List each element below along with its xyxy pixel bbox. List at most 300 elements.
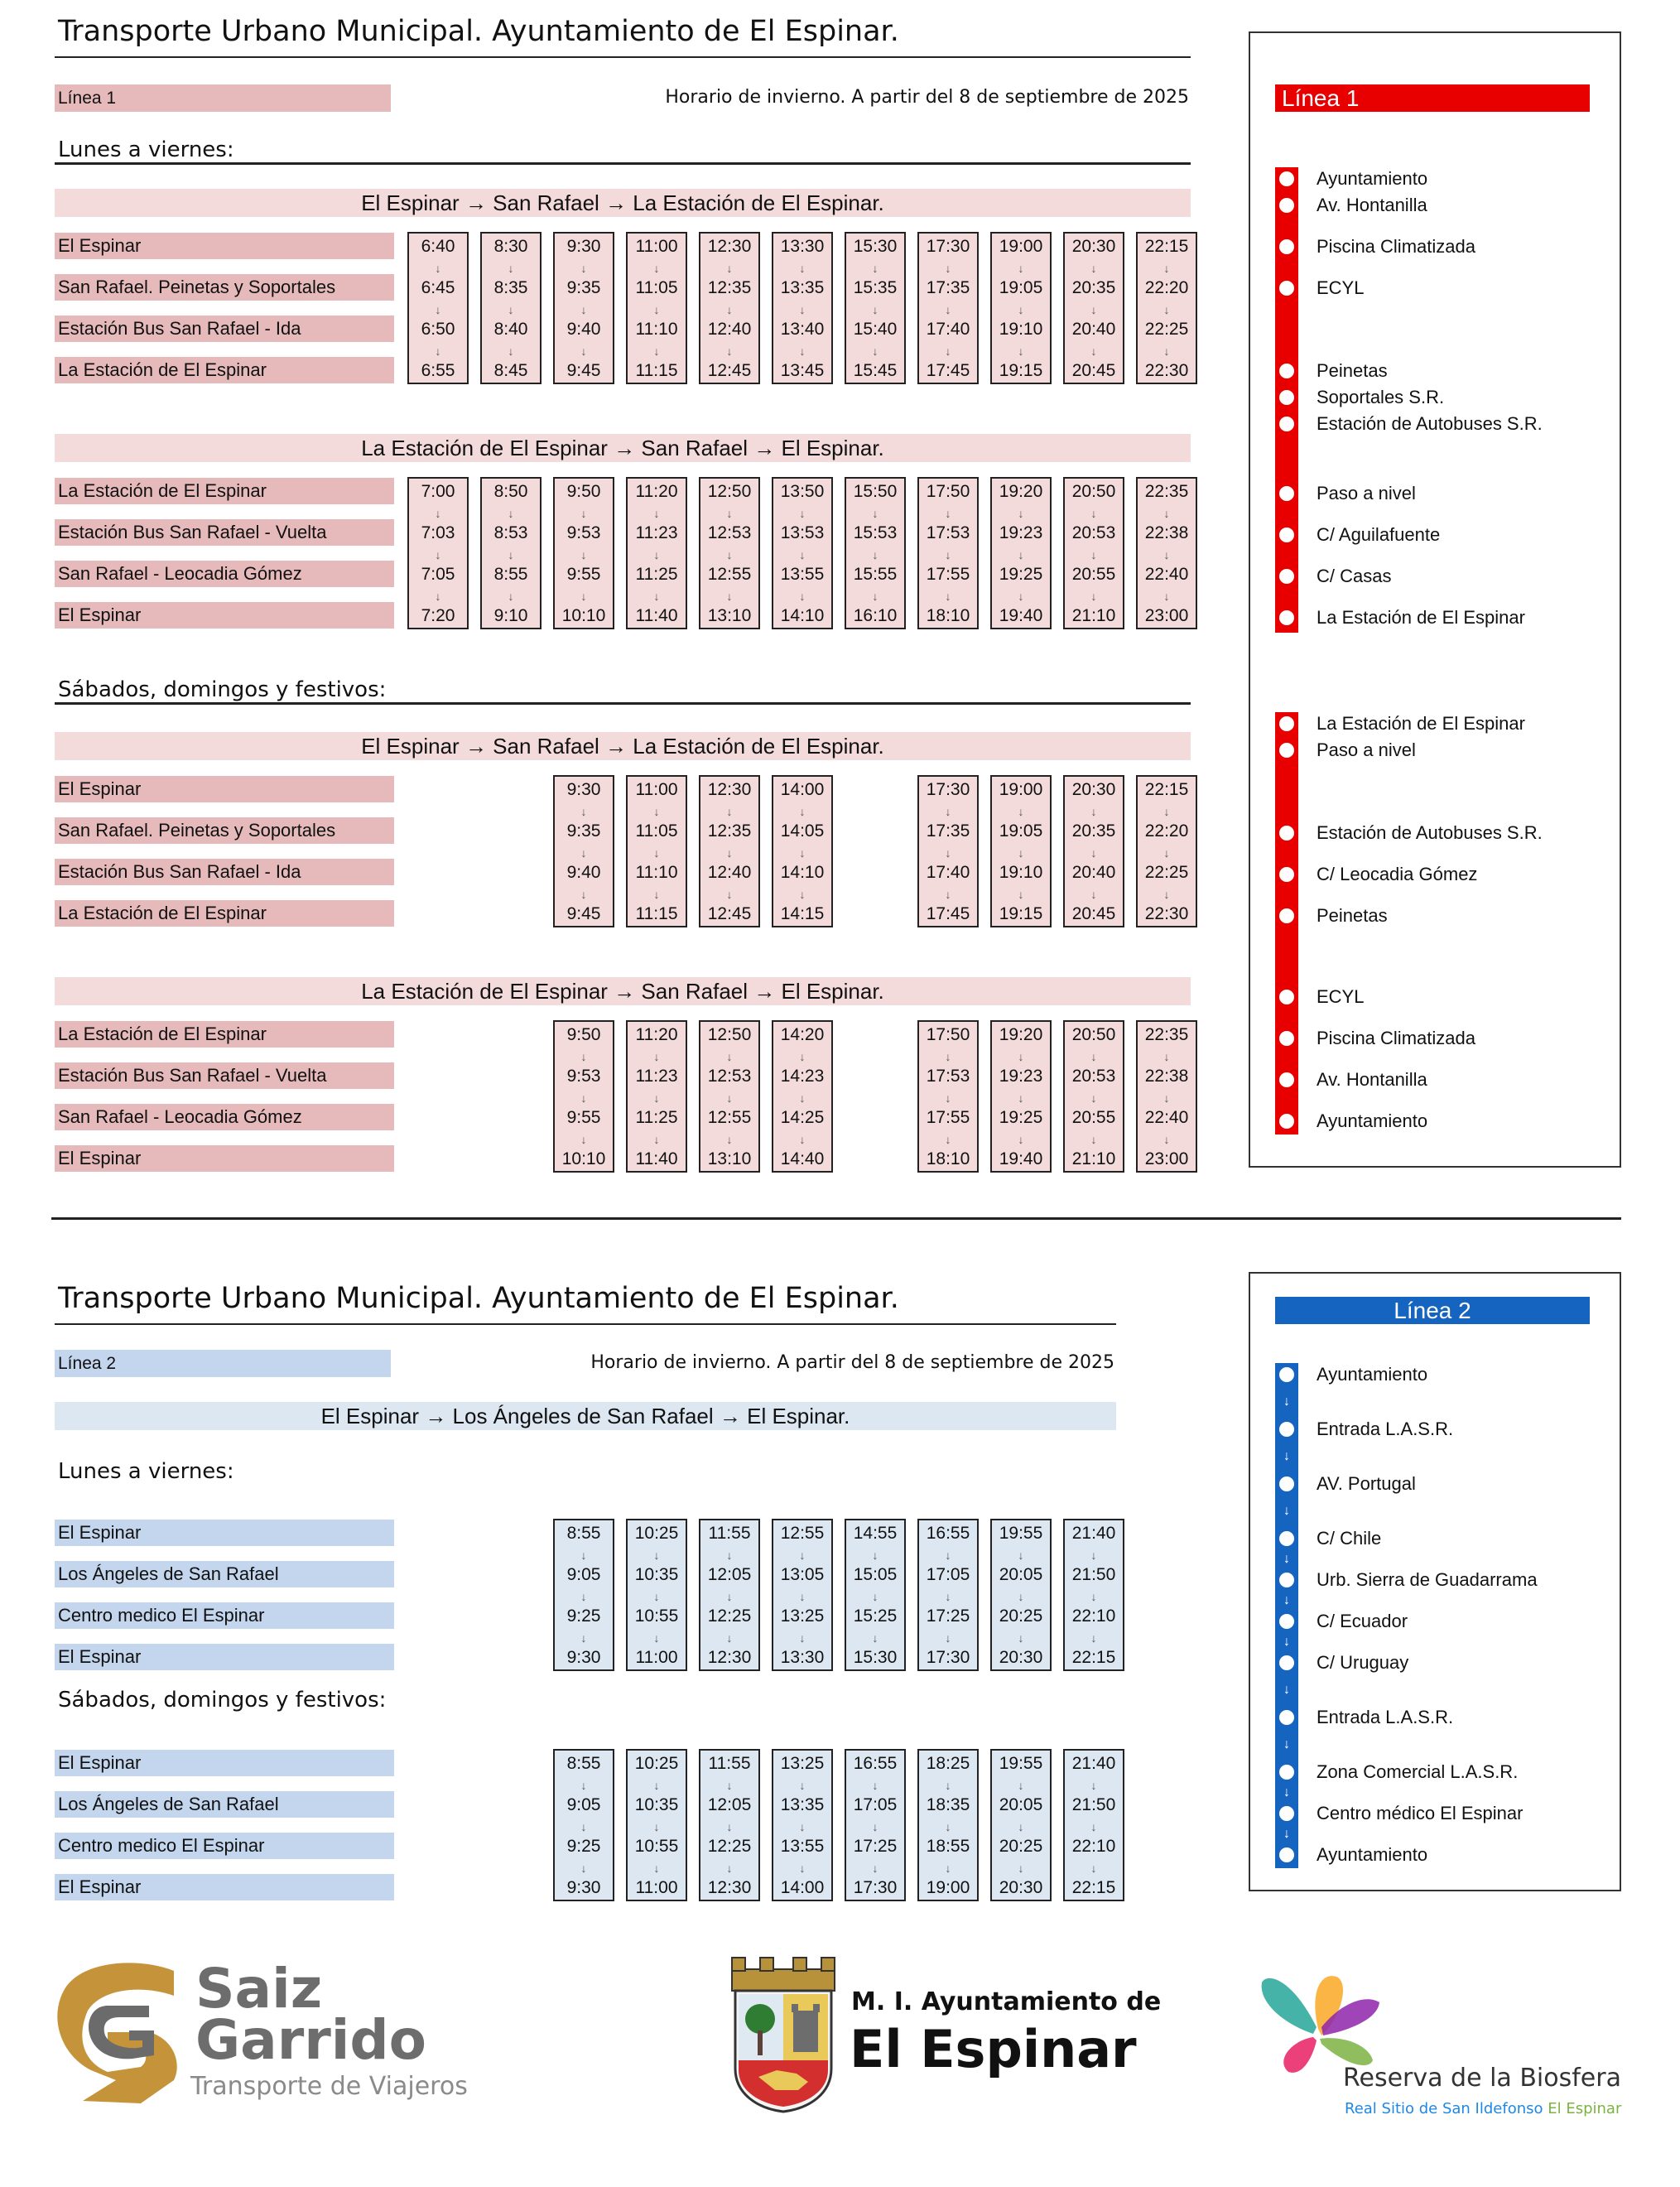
down-arrow-icon: ↓ [1283, 1827, 1290, 1841]
l1-wk-out-time: 19:00 [999, 237, 1043, 256]
down-arrow-icon: ↓ [799, 590, 806, 603]
l1-wk-out-time: 6:40 [421, 237, 455, 256]
l1-panel-stop-label: Estación de Autobuses S.R. [1317, 822, 1543, 843]
down-arrow-icon: ↓ [726, 888, 733, 901]
l1-wk-back-time: 20:50 [1071, 482, 1116, 501]
l1-wk-out-time: 13:30 [780, 237, 825, 256]
l1-wk-out-time: 8:30 [493, 237, 528, 256]
down-arrow-icon: ↓ [1018, 1862, 1024, 1875]
ayto-logo-line1: M. I. Ayuntamiento de [851, 1987, 1162, 2016]
l2-we-time: 10:35 [634, 1795, 679, 1814]
l2-panel-stop-dot [1279, 1655, 1294, 1670]
l1-panel-stop-dot [1279, 908, 1294, 923]
l2-we-time: 13:35 [780, 1795, 825, 1814]
l1-wk-back-time: 20:53 [1071, 523, 1116, 542]
l2-we-time: 13:25 [780, 1754, 825, 1773]
biosfera-logo-line1: Reserva de la Biosfera [1343, 2064, 1621, 2093]
l1-panel-stop-label: ECYL [1317, 277, 1365, 298]
down-arrow-icon: ↓ [726, 262, 733, 275]
l2-we-time: 20:30 [999, 1878, 1043, 1897]
down-arrow-icon: ↓ [1018, 1133, 1024, 1146]
l1-wk-out-trip-2 [553, 232, 614, 384]
down-arrow-icon: ↓ [1090, 1549, 1097, 1562]
l2-we-time: 21:40 [1071, 1754, 1116, 1773]
l1-wk-out-time: 8:35 [493, 278, 528, 297]
down-arrow-icon: ↓ [1018, 1590, 1024, 1603]
l1-we-back-time: 19:23 [999, 1067, 1043, 1086]
l1-wk-back-time: 19:40 [999, 606, 1043, 625]
l1-wk-back-time: 11:20 [635, 482, 678, 501]
down-arrow-icon: ↓ [945, 888, 951, 901]
l2-wk-time: 15:30 [853, 1648, 898, 1667]
l2-we-trip-0 [553, 1749, 614, 1901]
l1-we-out-time: 12:40 [707, 863, 752, 882]
l2-we-time: 21:50 [1071, 1795, 1116, 1814]
down-arrow-icon: ↓ [726, 1862, 733, 1875]
l1-wk-out-trip-8 [990, 232, 1052, 384]
l1-panel-rail-segment [1275, 712, 1298, 1134]
down-arrow-icon: ↓ [653, 846, 660, 860]
l2-we-trip-1 [626, 1749, 687, 1901]
down-arrow-icon: ↓ [799, 1631, 806, 1645]
down-arrow-icon: ↓ [1018, 888, 1024, 901]
down-arrow-icon: ↓ [1163, 303, 1170, 316]
line2-label: Línea 2 [55, 1350, 391, 1377]
l2-wk-time: 22:10 [1071, 1607, 1116, 1626]
down-arrow-icon: ↓ [945, 1631, 951, 1645]
l1-wk-back-time: 13:55 [780, 565, 825, 584]
l1-we-out-time: 22:20 [1144, 821, 1189, 841]
l1-we-back-time: 19:20 [999, 1025, 1043, 1044]
l2-we-trip-3 [772, 1749, 833, 1901]
l1-wk-out-time: 6:50 [421, 320, 455, 339]
l1-wk-back-time: 11:25 [635, 565, 678, 584]
l1-wk-back-time: 20:55 [1071, 565, 1116, 584]
l1-wk-back-trip-8 [990, 477, 1052, 629]
l1-panel-stop-label: La Estación de El Espinar [1317, 713, 1525, 734]
l1-wk-out-time: 9:30 [566, 237, 601, 256]
l1-wk-out-time: 15:45 [853, 361, 898, 380]
down-arrow-icon: ↓ [580, 805, 587, 818]
l1-wk-out-trip-9 [1063, 232, 1124, 384]
l1-wk-out-time: 9:35 [566, 278, 601, 297]
l2-wk-stop-2: Centro medico El Espinar [55, 1602, 394, 1629]
line1-season-note: Horario de invierno. A partir del 8 de septiembre de 2025 [665, 87, 1189, 108]
l1-wk-out-stop-3: La Estación de El Espinar [55, 357, 394, 383]
down-arrow-icon: ↓ [1163, 1091, 1170, 1105]
l1-we-out-time: 12:35 [707, 821, 752, 841]
l1-wk-back-time: 11:23 [635, 523, 678, 542]
l1-wk-back-time: 7:05 [421, 565, 455, 584]
down-arrow-icon: ↓ [945, 1050, 951, 1063]
l2-we-trip-7 [1063, 1749, 1124, 1901]
l1-we-back-time: 17:53 [926, 1067, 970, 1086]
l1-we-back-time: 9:53 [566, 1067, 601, 1086]
l1-we-back-time: 17:50 [926, 1025, 970, 1044]
l1-we-out-time: 11:05 [635, 821, 678, 841]
l1-we-out-time: 20:45 [1071, 904, 1116, 923]
l2-wk-stop-3: El Espinar [55, 1644, 394, 1670]
l2-panel-stop-label: Centro médico El Espinar [1317, 1803, 1524, 1823]
down-arrow-icon: ↓ [1018, 805, 1024, 818]
down-arrow-icon: ↓ [653, 303, 660, 316]
l1-wk-back-trip-0 [407, 477, 469, 629]
line1-panel-title: Línea 1 [1275, 84, 1590, 112]
l1-wk-back-stop-3: El Espinar [55, 602, 394, 629]
l1-wk-out-time: 12:40 [707, 320, 752, 339]
l1-wk-out-trip-10 [1136, 232, 1197, 384]
l1-we-out-time: 19:15 [999, 904, 1043, 923]
l2-panel-stop-label: AV. Portugal [1317, 1473, 1416, 1494]
l2-wk-time: 13:05 [780, 1565, 825, 1584]
down-arrow-icon: ↓ [799, 548, 806, 561]
l2-wk-trip-1 [626, 1519, 687, 1671]
l1-wk-back-trip-4 [699, 477, 760, 629]
down-arrow-icon: ↓ [1090, 1779, 1097, 1792]
down-arrow-icon: ↓ [580, 888, 587, 901]
saiz-logo-word2: Garrido [195, 2008, 427, 2072]
l2-panel-stop-dot [1279, 1573, 1294, 1587]
l1-wk-out-time: 15:35 [853, 278, 898, 297]
l1-wk-back-trip-7 [917, 477, 979, 629]
down-arrow-icon: ↓ [1163, 590, 1170, 603]
down-arrow-icon: ↓ [653, 1133, 660, 1146]
line1-weekend-label: Sábados, domingos y festivos: [58, 677, 387, 702]
l1-we-back-time: 19:40 [999, 1149, 1043, 1168]
l1-we-back-time: 14:20 [780, 1025, 825, 1044]
down-arrow-icon: ↓ [653, 1091, 660, 1105]
l1-panel-stop-label: Paso a nivel [1317, 739, 1416, 760]
down-arrow-icon: ↓ [653, 262, 660, 275]
down-arrow-icon: ↓ [653, 805, 660, 818]
l2-wk-trip-6 [990, 1519, 1052, 1671]
l1-we-out-route-banner: El Espinar → San Rafael → La Estación de El Espinar. [55, 732, 1191, 760]
l1-wk-out-time: 17:35 [926, 278, 970, 297]
down-arrow-icon: ↓ [872, 262, 879, 275]
l1-we-out-trip-3 [772, 775, 833, 927]
l1-wk-back-trip-9 [1063, 477, 1124, 629]
l1-wk-out-trip-5 [772, 232, 833, 384]
l2-panel-stop-dot [1279, 1531, 1294, 1546]
l1-we-back-time: 11:40 [635, 1149, 678, 1168]
down-arrow-icon: ↓ [799, 1820, 806, 1833]
l1-wk-back-time: 9:53 [566, 523, 601, 542]
down-arrow-icon: ↓ [580, 1779, 587, 1792]
l1-wk-back-trip-1 [480, 477, 542, 629]
l1-we-out-time: 11:00 [635, 780, 678, 799]
l1-we-out-time: 22:15 [1144, 780, 1189, 799]
l2-we-time: 11:00 [635, 1878, 678, 1897]
l2-panel-stop-dot [1279, 1422, 1294, 1437]
line1-title-rule [55, 56, 1191, 58]
coat-of-arms-icon [727, 1953, 840, 2115]
l1-wk-out-trip-0 [407, 232, 469, 384]
l1-we-out-time: 11:10 [635, 863, 678, 882]
l1-we-out-time: 17:45 [926, 904, 970, 923]
line1-weekday-label: Lunes a viernes: [58, 137, 234, 162]
l1-we-back-time: 20:50 [1071, 1025, 1116, 1044]
l2-we-time: 19:55 [999, 1754, 1043, 1773]
down-arrow-icon: ↓ [1018, 1631, 1024, 1645]
l2-we-stop-0: El Espinar [55, 1750, 394, 1776]
down-arrow-icon: ↓ [653, 1549, 660, 1562]
l1-wk-out-time: 11:15 [635, 361, 678, 380]
down-arrow-icon: ↓ [1018, 1091, 1024, 1105]
l1-panel-stop-dot [1279, 716, 1294, 731]
l1-wk-back-time: 12:53 [707, 523, 752, 542]
l2-we-time: 8:55 [566, 1754, 601, 1773]
l1-panel-stop-label: Av. Hontanilla [1317, 195, 1427, 215]
l1-we-out-trip-1 [626, 775, 687, 927]
l1-we-back-time: 11:20 [635, 1025, 678, 1044]
l2-wk-time: 20:25 [999, 1607, 1043, 1626]
l1-wk-back-time: 19:20 [999, 482, 1043, 501]
down-arrow-icon: ↓ [653, 1779, 660, 1792]
l1-wk-back-time: 15:50 [853, 482, 898, 501]
l2-wk-time: 11:00 [635, 1648, 678, 1667]
down-arrow-icon: ↓ [726, 1820, 733, 1833]
l2-wk-time: 13:30 [780, 1648, 825, 1667]
down-arrow-icon: ↓ [872, 590, 879, 603]
down-arrow-icon: ↓ [1283, 1737, 1290, 1751]
l2-we-time: 22:15 [1071, 1878, 1116, 1897]
l1-wk-out-time: 12:45 [707, 361, 752, 380]
l2-we-time: 16:55 [853, 1754, 898, 1773]
l1-wk-out-stop-1: San Rafael. Peinetas y Soportales [55, 274, 394, 301]
biosfera-logo-line2b: El Espinar [1548, 2100, 1622, 2117]
l1-wk-out-time: 9:40 [566, 320, 601, 339]
down-arrow-icon: ↓ [508, 344, 514, 358]
down-arrow-icon: ↓ [1018, 507, 1024, 520]
down-arrow-icon: ↓ [1283, 1635, 1290, 1649]
line2-route-banner: El Espinar → Los Ángeles de San Rafael → El Espinar. [55, 1402, 1116, 1430]
down-arrow-icon: ↓ [653, 344, 660, 358]
l2-wk-time: 12:30 [707, 1648, 752, 1667]
l2-panel-stop-dot [1279, 1614, 1294, 1629]
down-arrow-icon: ↓ [1090, 1050, 1097, 1063]
down-arrow-icon: ↓ [1283, 1504, 1290, 1518]
l2-wk-time: 20:30 [999, 1648, 1043, 1667]
l1-panel-stop-dot [1279, 239, 1294, 254]
down-arrow-icon: ↓ [435, 507, 441, 520]
l2-we-time: 9:25 [566, 1837, 601, 1856]
l1-wk-back-time: 15:53 [853, 523, 898, 542]
l1-we-out-time: 17:35 [926, 821, 970, 841]
l1-panel-stop-dot [1279, 417, 1294, 431]
l1-we-out-stop-2: Estación Bus San Rafael - Ida [55, 859, 394, 885]
l1-we-back-time: 11:23 [635, 1067, 678, 1086]
l1-panel-stop-dot [1279, 198, 1294, 213]
l1-we-out-trip-2 [699, 775, 760, 927]
l2-wk-time: 16:55 [926, 1524, 970, 1543]
l1-wk-back-time: 13:50 [780, 482, 825, 501]
l1-we-out-time: 14:05 [780, 821, 825, 841]
down-arrow-icon: ↓ [726, 805, 733, 818]
l1-wk-out-time: 20:30 [1071, 237, 1116, 256]
l2-wk-time: 21:50 [1071, 1565, 1116, 1584]
down-arrow-icon: ↓ [945, 1820, 951, 1833]
l2-panel-stop-dot [1279, 1710, 1294, 1725]
l2-panel-stop-label: Ayuntamiento [1317, 1364, 1428, 1385]
down-arrow-icon: ↓ [1163, 805, 1170, 818]
l1-we-out-time: 9:35 [566, 821, 601, 841]
l1-wk-back-trip-5 [772, 477, 833, 629]
down-arrow-icon: ↓ [1163, 888, 1170, 901]
l1-wk-back-stop-2: San Rafael - Leocadia Gómez [55, 561, 394, 587]
l2-we-trip-5 [917, 1749, 979, 1901]
down-arrow-icon: ↓ [945, 344, 951, 358]
l2-we-stop-3: El Espinar [55, 1874, 394, 1900]
down-arrow-icon: ↓ [653, 590, 660, 603]
l1-we-out-time: 19:05 [999, 821, 1043, 841]
down-arrow-icon: ↓ [799, 888, 806, 901]
l1-we-back-time: 19:25 [999, 1108, 1043, 1127]
l2-wk-time: 10:55 [634, 1607, 679, 1626]
line2-season-note: Horario de invierno. A partir del 8 de septiembre de 2025 [590, 1352, 1114, 1373]
down-arrow-icon: ↓ [580, 1050, 587, 1063]
down-arrow-icon: ↓ [726, 1779, 733, 1792]
saiz-logo-subtitle: Transporte de Viajeros [190, 2072, 468, 2101]
l1-we-out-time: 20:30 [1071, 780, 1116, 799]
l1-we-back-time: 12:53 [707, 1067, 752, 1086]
l1-panel-stop-dot [1279, 867, 1294, 882]
down-arrow-icon: ↓ [1163, 1133, 1170, 1146]
l2-we-time: 17:05 [853, 1795, 898, 1814]
down-arrow-icon: ↓ [580, 1133, 587, 1146]
down-arrow-icon: ↓ [653, 888, 660, 901]
l2-panel-stop-label: Entrada L.A.S.R. [1317, 1707, 1454, 1727]
l1-we-back-route-banner: La Estación de El Espinar → San Rafael → El Espinar. [55, 977, 1191, 1005]
down-arrow-icon: ↓ [1090, 344, 1097, 358]
l1-panel-stop-label: Paso a nivel [1317, 483, 1416, 503]
saiz-garrido-logo [50, 1956, 480, 2113]
l2-wk-time: 20:05 [999, 1565, 1043, 1584]
l1-wk-back-time: 11:40 [635, 606, 678, 625]
down-arrow-icon: ↓ [653, 507, 660, 520]
l2-we-trip-6 [990, 1749, 1052, 1901]
down-arrow-icon: ↓ [435, 590, 441, 603]
l1-we-out-time: 12:30 [707, 780, 752, 799]
down-arrow-icon: ↓ [1283, 1593, 1290, 1607]
l2-wk-time: 22:15 [1071, 1648, 1116, 1667]
l1-we-out-time: 17:30 [926, 780, 970, 799]
down-arrow-icon: ↓ [1018, 846, 1024, 860]
l2-we-time: 12:05 [707, 1795, 752, 1814]
l1-we-back-time: 10:10 [561, 1149, 606, 1168]
down-arrow-icon: ↓ [799, 1590, 806, 1603]
down-arrow-icon: ↓ [580, 262, 587, 275]
down-arrow-icon: ↓ [435, 344, 441, 358]
butterfly-icon [1259, 1969, 1383, 2077]
down-arrow-icon: ↓ [799, 1549, 806, 1562]
l1-we-back-time: 14:25 [780, 1108, 825, 1127]
l1-wk-out-stop-0: El Espinar [55, 233, 394, 259]
l1-wk-out-time: 11:10 [635, 320, 678, 339]
down-arrow-icon: ↓ [872, 1779, 879, 1792]
line2-panel-title: Línea 2 [1275, 1297, 1590, 1324]
down-arrow-icon: ↓ [1090, 888, 1097, 901]
line1-weekday-rule [55, 162, 1191, 165]
l1-we-out-time: 20:35 [1071, 821, 1116, 841]
l1-wk-out-time: 15:30 [853, 237, 898, 256]
l2-we-time: 9:05 [566, 1795, 601, 1814]
down-arrow-icon: ↓ [1018, 303, 1024, 316]
down-arrow-icon: ↓ [799, 1862, 806, 1875]
down-arrow-icon: ↓ [726, 548, 733, 561]
l2-we-trip-4 [845, 1749, 906, 1901]
l1-wk-out-time: 19:05 [999, 278, 1043, 297]
l1-wk-out-time: 20:35 [1071, 278, 1116, 297]
l2-we-time: 11:55 [708, 1754, 751, 1773]
l1-wk-out-route-banner: El Espinar → San Rafael → La Estación de El Espinar. [55, 189, 1191, 217]
l1-wk-out-time: 22:25 [1144, 320, 1189, 339]
down-arrow-icon: ↓ [945, 1590, 951, 1603]
down-arrow-icon: ↓ [1018, 1050, 1024, 1063]
down-arrow-icon: ↓ [872, 1590, 879, 1603]
down-arrow-icon: ↓ [1283, 1683, 1290, 1697]
down-arrow-icon: ↓ [1283, 1395, 1290, 1409]
line1-title: Transporte Urbano Municipal. Ayuntamiento de El Espinar. [58, 15, 899, 48]
l1-panel-stop-label: Piscina Climatizada [1317, 1028, 1475, 1048]
l1-wk-out-time: 9:45 [566, 361, 601, 380]
l1-wk-back-time: 13:53 [780, 523, 825, 542]
l1-panel-stop-label: C/ Aguilafuente [1317, 524, 1441, 545]
down-arrow-icon: ↓ [1283, 1785, 1290, 1799]
l2-wk-stop-1: Los Ángeles de San Rafael [55, 1561, 394, 1587]
l1-wk-back-time: 13:10 [707, 606, 752, 625]
down-arrow-icon: ↓ [872, 1549, 879, 1562]
down-arrow-icon: ↓ [653, 1820, 660, 1833]
l1-we-back-time: 9:50 [566, 1025, 601, 1044]
l1-wk-out-time: 17:45 [926, 361, 970, 380]
l1-wk-back-time: 7:20 [421, 606, 455, 625]
l1-we-out-time: 17:40 [926, 863, 970, 882]
l1-wk-out-time: 11:00 [635, 237, 678, 256]
l1-wk-out-time: 12:35 [707, 278, 752, 297]
down-arrow-icon: ↓ [1090, 262, 1097, 275]
down-arrow-icon: ↓ [945, 590, 951, 603]
down-arrow-icon: ↓ [1163, 846, 1170, 860]
l1-wk-out-time: 22:30 [1144, 361, 1189, 380]
down-arrow-icon: ↓ [799, 1050, 806, 1063]
down-arrow-icon: ↓ [653, 1050, 660, 1063]
down-arrow-icon: ↓ [1090, 507, 1097, 520]
l1-we-out-trip-5 [990, 775, 1052, 927]
down-arrow-icon: ↓ [945, 1862, 951, 1875]
l1-we-out-trip-0 [553, 775, 614, 927]
down-arrow-icon: ↓ [435, 262, 441, 275]
l2-we-time: 10:25 [634, 1754, 679, 1773]
down-arrow-icon: ↓ [1018, 590, 1024, 603]
l1-we-back-trip-1 [626, 1020, 687, 1173]
down-arrow-icon: ↓ [1283, 1552, 1290, 1566]
l1-wk-out-time: 17:40 [926, 320, 970, 339]
l1-wk-out-time: 8:40 [493, 320, 528, 339]
down-arrow-icon: ↓ [726, 1050, 733, 1063]
biosfera-logo [1259, 1969, 1623, 2127]
l2-panel-stop-label: Entrada L.A.S.R. [1317, 1419, 1454, 1439]
l1-wk-back-time: 17:53 [926, 523, 970, 542]
down-arrow-icon: ↓ [799, 344, 806, 358]
l1-we-out-time: 9:45 [566, 904, 601, 923]
l2-panel-stop-dot [1279, 1476, 1294, 1491]
down-arrow-icon: ↓ [1018, 1549, 1024, 1562]
down-arrow-icon: ↓ [580, 1590, 587, 1603]
l1-wk-back-time: 12:50 [707, 482, 752, 501]
down-arrow-icon: ↓ [1090, 303, 1097, 316]
l2-panel-stop-label: Ayuntamiento [1317, 1844, 1428, 1865]
down-arrow-icon: ↓ [945, 1091, 951, 1105]
